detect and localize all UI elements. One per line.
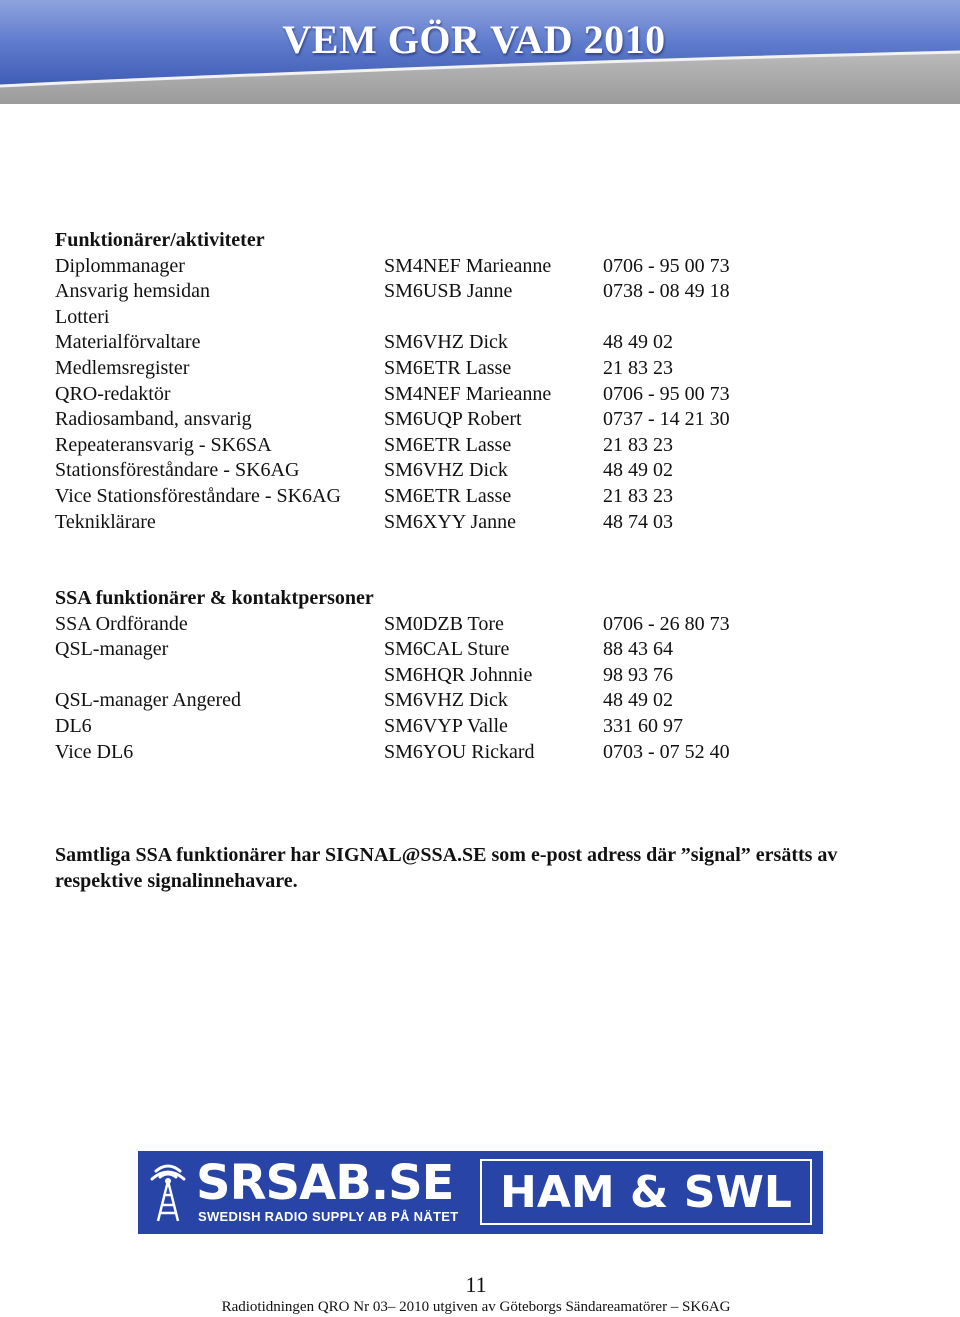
role-cell: QSL-manager <box>55 638 169 661</box>
functionaries-list <box>55 254 915 536</box>
name-cell: SM6ETR Lasse <box>384 356 512 379</box>
advert-tagline: SWEDISH RADIO SUPPLY AB PÅ NÄTET <box>198 1209 459 1224</box>
ssa-section <box>55 586 915 765</box>
name-cell: SM4NEF Marieanne <box>384 254 552 277</box>
name-cell: SM6XYY Janne <box>384 510 517 533</box>
role-cell: SSA Ordförande <box>55 612 188 635</box>
table-row <box>55 637 915 663</box>
role-cell: Stationsföreståndare - SK6AG <box>55 459 300 482</box>
phone-cell: 48 49 02 <box>603 459 673 482</box>
table-row <box>55 484 915 510</box>
role-cell: Vice Stationsföreståndare - SK6AG <box>55 484 341 507</box>
phone-cell: 0737 - 14 21 30 <box>603 408 730 431</box>
phone-cell: 48 74 03 <box>603 510 673 533</box>
name-cell: SM6VYP Valle <box>384 714 508 737</box>
name-cell: SM4NEF Marieanne <box>384 382 552 405</box>
role-cell: Radiosamband, ansvarig <box>55 408 252 431</box>
phone-cell: 21 83 23 <box>603 484 673 507</box>
table-row <box>55 612 915 638</box>
table-row <box>55 356 915 382</box>
table-row <box>55 407 915 433</box>
phone-cell: 48 49 02 <box>603 331 673 354</box>
name-cell: SM6CAL Sture <box>384 638 510 661</box>
phone-cell: 0706 - 95 00 73 <box>603 382 730 405</box>
phone-cell: 88 43 64 <box>603 638 673 661</box>
phone-cell: 98 93 76 <box>603 663 673 686</box>
table-row <box>55 433 915 459</box>
functionaries-section <box>55 228 915 535</box>
name-cell: SM6ETR Lasse <box>384 433 512 456</box>
phone-cell: 0703 - 07 52 40 <box>603 740 730 763</box>
phone-cell: 21 83 23 <box>603 433 673 456</box>
page-title: VEM GÖR VAD 2010 <box>282 17 666 62</box>
table-row <box>55 279 915 305</box>
phone-cell: 0738 - 08 49 18 <box>603 280 730 303</box>
phone-cell: 21 83 23 <box>603 356 673 379</box>
role-cell: DL6 <box>55 714 92 737</box>
footer-text: Radiotidningen QRO Nr 03– 2010 utgiven av Göteborgs Sändareamatörer – SK6AG <box>221 1299 731 1315</box>
section-heading: SSA funktionärer & kontaktpersoner <box>55 587 374 609</box>
name-cell: SM6VHZ Dick <box>384 331 508 354</box>
role-cell: Lotteri <box>55 305 110 328</box>
header-banner <box>0 0 960 104</box>
role-cell: QSL-manager Angered <box>55 689 242 712</box>
table-row <box>55 330 915 356</box>
role-cell: Ansvarig hemsidan <box>55 280 210 303</box>
name-cell: SM6YOU Rickard <box>384 740 535 763</box>
page-number: 11 <box>465 1272 487 1297</box>
email-note: Samtliga SSA funktionärer har SIGNAL@SSA.SE som e-post adress där ”signal” ersätts av respektive signalinnehavare. <box>55 844 838 892</box>
ssa-list <box>55 612 915 766</box>
section-heading: Funktionärer/aktiviteter <box>55 229 265 251</box>
role-cell: QRO-redaktör <box>55 382 171 405</box>
table-row <box>55 305 915 331</box>
role-cell: Diplommanager <box>55 254 185 277</box>
table-row <box>55 510 915 536</box>
role-cell: Vice DL6 <box>55 740 134 763</box>
phone-cell: 331 60 97 <box>603 714 683 737</box>
role-cell: Medlemsregister <box>55 356 190 379</box>
table-row <box>55 663 915 689</box>
phone-cell: 0706 - 26 80 73 <box>603 612 730 635</box>
table-row <box>55 254 915 280</box>
table-row <box>55 458 915 484</box>
radio-tower-icon <box>148 1161 188 1223</box>
table-row <box>55 688 915 714</box>
name-cell: SM6VHZ Dick <box>384 459 508 482</box>
role-cell: Materialförvaltare <box>55 331 201 354</box>
name-cell: SM6VHZ Dick <box>384 689 508 712</box>
advert-box-text: HAM & SWL <box>500 1167 792 1218</box>
name-cell: SM0DZB Tore <box>384 612 504 635</box>
name-cell: SM6ETR Lasse <box>384 484 512 507</box>
name-cell: SM6HQR Johnnie <box>384 663 533 686</box>
name-cell: SM6USB Janne <box>384 280 513 303</box>
role-cell: Tekniklärare <box>55 510 156 533</box>
table-row <box>55 382 915 408</box>
advert-brand: SRSAB.SE <box>196 1155 454 1211</box>
role-cell: Repeateransvarig - SK6SA <box>55 433 272 456</box>
name-cell: SM6UQP Robert <box>384 408 522 431</box>
table-row <box>55 740 915 766</box>
phone-cell: 48 49 02 <box>603 689 673 712</box>
table-row <box>55 714 915 740</box>
phone-cell: 0706 - 95 00 73 <box>603 254 730 277</box>
advert-box <box>480 1159 812 1225</box>
srsab-advert[interactable] <box>138 1151 823 1234</box>
